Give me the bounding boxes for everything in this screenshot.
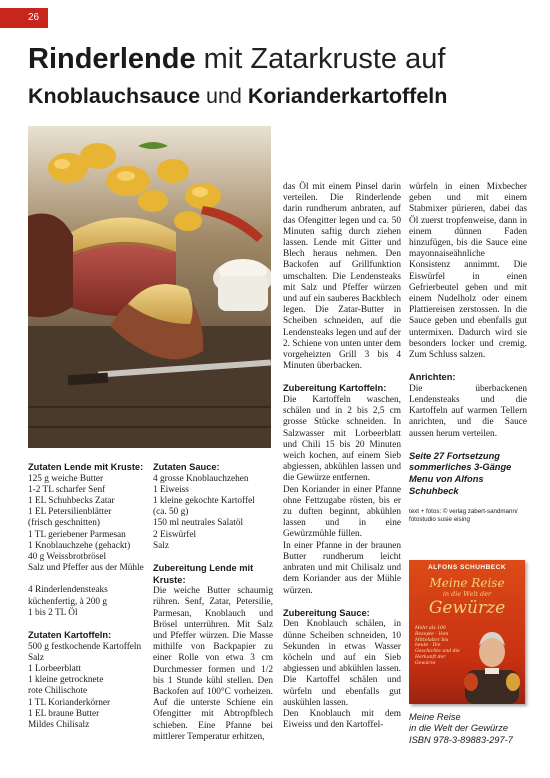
ingredients-kartoffeln-heading: Zutaten Kartoffeln: <box>28 630 112 641</box>
book-cover <box>409 560 525 704</box>
ingredient-item: 1 TL geriebener Parmesan <box>28 529 126 540</box>
book-caption-title: Meine Reise <box>409 712 461 722</box>
prep-kartoffeln-heading: Zubereitung Kartoffeln: <box>283 383 387 394</box>
ingredients-lende-heading: Zutaten Lende mit Kruste: <box>28 462 144 472</box>
book-caption-subtitle: in die Welt der Gewürze <box>409 723 509 734</box>
title-sauce: Knoblauchsauce <box>28 84 201 108</box>
prep-sauce-text-2: Den Knoblauch mit dem Eiweiss und den Kartoffel- <box>283 708 401 731</box>
ingredient-item: (frisch geschnitten) <box>28 518 101 529</box>
ingredient-item: 125 g weiche Butter <box>28 473 104 484</box>
book-caption-isbn: ISBN 978-3-89883-297-7 <box>409 734 513 745</box>
title-connector: und <box>200 84 248 108</box>
prep-sauce-text: Den Knoblauch schälen, in dünne Scheiben schneiden, 10 Sekunden in etwas Wasser köcheln und auf ein Sieb abgiessen und abkühlen lassen. Die Kartoffel schälen und würfeln und ebenfalls gut auskühlen lassen. <box>283 619 401 708</box>
book-title-middle: in die Welt der <box>442 590 492 598</box>
prep-kartoffeln-text-3: In einer Pfanne in der braunen Butter rundherum leicht anbraten und mit Chilisalz und dem Koriander aus der Mühle würzen. <box>283 540 401 596</box>
photo-credit: text + fotos: © verlag zabert-sandmann/ fotostudio susie eising <box>409 508 518 524</box>
book-title-top: Meine Reise <box>429 576 505 590</box>
ingredient-item: 2 Eiswürfel <box>153 529 197 540</box>
prep-lende-text-continued: das Öl mit einem Pinsel darin verteilen. Die Rinderlende darin rundherum anbraten, auf das Ofengitter legen und ca. 50 Minuten saftig durch ziehen lassen. Lende mit Gitter und Blech heraus nehmen. Den Backofen auf Grillfunktion umschalten. Die Lendensteaks mit Salz und Pfeffer würzen und auf ein sauberes Backblech legen. Die Zatar-Butter in Scheiben schneiden, auf die Lendensteaks legen und auf der 2. Schiene von unten unter dem vorgeheizten Grill 3 bis 4 Minuten überbacken. <box>283 182 401 372</box>
ingredient-item: 1 Eiweiss <box>153 484 189 495</box>
page-number: 26 <box>0 8 48 28</box>
ingredient-item: Mildes Chilisalz <box>28 720 90 731</box>
ingredient-item: 150 ml neutrales Salatöl <box>153 518 244 529</box>
continuation-note: Seite 27 Fortsetzung sommerliches 3-Gänge Menu von Alfons Schuhbeck <box>409 450 512 496</box>
prep-lende-text: Die weiche Butter schaumig rühren. Senf, Zatar, Petersilie, Parmesan, Knoblauch und Brösel unterrühren. Mit Salz und Pfeffer würzen. Die Masse mithilfe von Backpapier zu einer Rolle von etwa 3 cm Durchmesser formen und 1/2 bis 1 Stunde kühl stellen. Den Backofen auf 100°C vorheizen. Auf die unterste Schiene ein Ofengitter mit Abtropfblech schieben. Eine Pfanne bei mittlerer Temperatur erhitzen, <box>153 586 273 742</box>
ingredient-item: 40 g Weissbrotbrösel <box>28 552 107 563</box>
ingredient-item: 500 g festkochende Kartoffeln <box>28 641 142 652</box>
ingredient-item: 1 kleine gekochte Kartoffel <box>153 496 255 506</box>
prep-kartoffeln-text-2: Den Koriander in einer Pfanne ohne Fettzugabe rösten, bis er zu duften beginnt, abkühlen lassen und in eine Gewürzmühle füllen. <box>283 484 401 540</box>
ingredient-item: 1 EL Schuhbecks Zatar <box>28 496 115 506</box>
prep-lende-heading: Zubereitung Lende mit Kruste: <box>153 563 254 585</box>
book-author: ALFONS SCHUHBECK <box>427 564 507 571</box>
serving-heading: Anrichten: <box>409 372 456 383</box>
ingredients-sauce-heading: Zutaten Sauce: <box>153 462 220 472</box>
ingredient-item: 1 TL Korianderkörner <box>28 697 111 708</box>
prep-sauce-heading: Zubereitung Sauce: <box>283 607 370 618</box>
ingredient-item: 1-2 TL scharfer Senf <box>28 484 106 495</box>
ingredient-item: rote Chilischote <box>28 686 88 697</box>
book-caption <box>409 712 529 746</box>
column-ingredients-left <box>28 462 146 731</box>
ingredient-item: 1 EL braune Butter <box>28 708 100 719</box>
ingredient-item: 4 Rinderlendensteaks <box>28 585 108 596</box>
title-light-part: mit Zatarkruste auf <box>195 43 446 75</box>
ingredient-item: 1 bis 2 TL Öl <box>28 607 78 618</box>
serving-text: Die überbackenen Lendensteaks und die Kartoffeln auf warmen Tellern anrichten, und die Sauce aussen herum verteilen. <box>409 383 527 439</box>
ingredient-item: Salz <box>28 652 45 663</box>
steak-illustration <box>28 126 271 448</box>
ingredient-item: 4 grosse Knoblauchzehen <box>153 473 249 484</box>
prep-sauce-text-continued: würfeln in einen Mixbecher geben und mit einem Stabmixer pürieren, dabei das Öl zuerst tropfenweise, dann in einem dünnen Faden hinzufügen, bis die Sauce eine mayonnaiseähnliche Konsistenz annimmt. Die Eiswürfel in einen Gefrierbeutel geben und mit einem Nudelholz oder einem Plattiereisen zerstossen. In die Sauce geben und ebenfalls gut untermixen. Dadurch wird sie besonders locker und cremig. Zum Schluss salzen. <box>409 182 527 361</box>
column-preparation <box>283 182 401 731</box>
recipe-title-line-1 <box>28 42 528 76</box>
title-bold-part: Rinderlende <box>28 43 196 75</box>
ingredient-item: Salz <box>153 540 170 551</box>
recipe-title-line-2 <box>28 82 528 110</box>
book-title-main: Gewürze <box>428 598 506 618</box>
ingredient-item: 1 EL Petersilienblätter <box>28 507 112 518</box>
ingredient-item: (ca. 50 g) <box>153 507 189 518</box>
chef-portrait-icon <box>461 622 523 704</box>
ingredient-item: 1 Lorbeerblatt <box>28 664 81 675</box>
book-cover-blurb: Mehr als 100 Rezepte · Vom Mittelalter bis heute · Die Geschichte und die Herkunft der Gewürze <box>415 626 460 666</box>
ingredient-item: 1 Knoblauchzehe (gehackt) <box>28 540 131 551</box>
prep-kartoffeln-text: Die Kartoffeln waschen, schälen und in 2 bis 2,5 cm grosse Stücke schneiden. In Salzwasser mit Lorbeerblatt und Chili 15 bis 20 Minuten weich kochen, auf einem Sieb abgiessen, abkühlen lassen und die Gewürze entfernen. <box>283 395 401 484</box>
ingredient-item: Salz und Pfeffer aus der Mühle <box>28 563 144 574</box>
column-sauce-serving <box>409 182 527 497</box>
title-potatoes: Korianderkartoffeln <box>247 84 448 108</box>
steak-photo <box>28 126 271 448</box>
ingredient-item: küchenfertig, à 200 g <box>28 596 107 607</box>
column-ingredients-right <box>153 462 273 743</box>
ingredient-item: 1 kleine getrocknete <box>28 675 104 686</box>
